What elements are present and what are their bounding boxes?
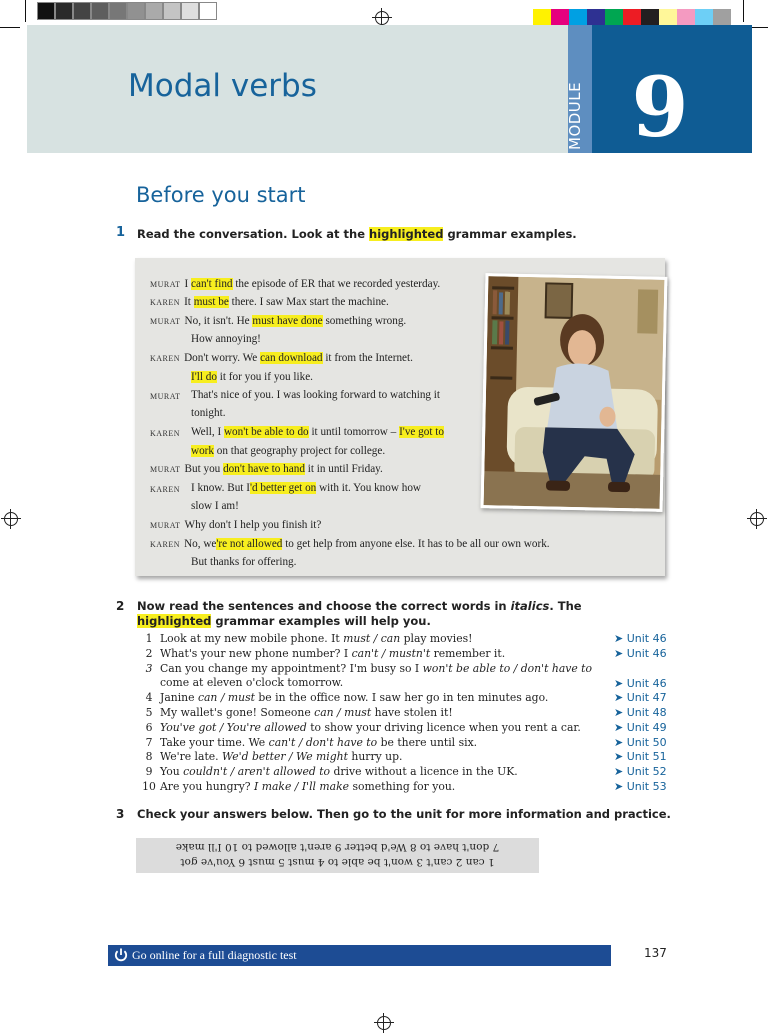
exercise-number: 9 (145, 765, 153, 778)
exercise-text: Look at my new mobile phone. It (160, 632, 344, 645)
exercise-choice: couldn't / aren't allowed to (183, 765, 331, 778)
unit-link[interactable]: ➤ Unit 47 (614, 691, 667, 704)
exercise-choice: We'd better / We might (222, 750, 348, 763)
unit-link[interactable]: ➤ Unit 51 (614, 750, 667, 763)
exercise-number: 2 (145, 647, 153, 660)
answer-key-line: 7 don't have to 8 We'd better 9 aren't allowed to 10 I'll make (175, 841, 500, 853)
unit-link[interactable]: ➤ Unit 48 (614, 706, 667, 719)
grayscale-calibration-bar (37, 2, 217, 20)
exercise-text: be there until six. (377, 736, 478, 749)
crop-mark (743, 0, 744, 22)
dialogue-line: KAREN Don't worry. We can download it from the Internet. (150, 352, 413, 364)
exercise-number: 3 (145, 662, 153, 675)
exercise-text: We're late. (160, 750, 223, 763)
exercise-choice: You've got / You're allowed (160, 721, 307, 734)
exercise-number: 7 (145, 736, 153, 749)
exercise-number: 10 (142, 780, 156, 793)
page-number: 137 (644, 946, 667, 960)
speaker-label: KAREN (150, 429, 181, 438)
exercise-number: 8 (145, 750, 153, 763)
exercise-choice: can / must (314, 706, 372, 719)
exercise-number: 5 (145, 706, 153, 719)
dialogue-line: KAREN No, we're not allowed to get help from anyone else. It has to be all our own work. (150, 538, 550, 550)
exercise-item (138, 662, 748, 675)
exercise-text: What's your new phone number? I (160, 647, 352, 660)
dialogue-line: MURAT I can't find the episode of ER that we recorded yesterday. (150, 278, 441, 290)
online-test-banner[interactable] (108, 945, 611, 966)
unit-link[interactable]: ➤ Unit 49 (614, 721, 667, 734)
section-title: Before you start (136, 183, 306, 207)
speaker-label: KAREN (150, 485, 181, 494)
module-label: MODULE (566, 81, 584, 150)
dialogue-line: slow I am! (191, 500, 239, 512)
question-number: 2 (116, 599, 125, 613)
question-number: 1 (116, 225, 126, 240)
registration-mark-icon (377, 1016, 391, 1030)
dialogue-line: I'll do it for you if you like. (191, 371, 313, 383)
unit-link[interactable]: ➤ Unit 52 (614, 765, 667, 778)
question-number: 3 (116, 807, 125, 821)
question-2-instruction-cont: highlighted grammar examples will help you. (137, 614, 431, 628)
exercise-text: Janine (160, 691, 198, 704)
exercise-text: drive without a licence in the UK. (330, 765, 518, 778)
exercise-text: You (160, 765, 184, 778)
page-title: Modal verbs (128, 68, 317, 104)
exercise-text: Can you change my appointment? I'm busy so I (160, 662, 423, 675)
exercise-number: 6 (145, 721, 153, 734)
exercise-text: Are you hungry? (160, 780, 255, 793)
exercise-text: remember it. (430, 647, 506, 660)
speaker-label: MURAT (150, 392, 181, 401)
question-1-instruction: Read the conversation. Look at the highlighted grammar examples. (137, 227, 577, 241)
exercise-choice: can / must (197, 691, 255, 704)
exercise-text: hurry up. (347, 750, 403, 763)
exercise-choice: must / can (343, 632, 401, 645)
exercise-text: My wallet's gone! Someone (160, 706, 315, 719)
answer-key-box (136, 838, 539, 873)
exercise-continuation: come at eleven o'clock tomorrow. (160, 676, 344, 689)
question-2-instruction: Now read the sentences and choose the correct words in italics. The (137, 599, 582, 613)
power-icon (113, 947, 129, 963)
crop-mark (0, 27, 20, 28)
exercise-choice: won't be able to / don't have to (422, 662, 593, 675)
module-number: 9 (631, 60, 689, 156)
dialogue-line: tonight. (191, 407, 226, 419)
dialogue-line: Well, I won't be able to do it until tomorrow – I've got to (191, 426, 444, 438)
question-3-instruction: Check your answers below. Then go to the unit for more information and practice. (137, 807, 671, 821)
exercise-choice: can't / don't have to (268, 736, 378, 749)
registration-mark-icon (375, 11, 389, 25)
dialogue-line: work on that geography project for college. (191, 445, 386, 457)
exercise-text: Take your time. We (160, 736, 269, 749)
dialogue-line: But thanks for offering. (191, 556, 297, 568)
exercise-choice: can't / mustn't (351, 647, 431, 660)
unit-link[interactable]: ➤ Unit 50 (614, 736, 667, 749)
unit-link[interactable]: ➤ Unit 46 (614, 632, 667, 645)
dialogue-line: That's nice of you. I was looking forward to watching it (191, 389, 441, 401)
exercise-text: to show your driving licence when you rent a car. (306, 721, 581, 734)
photo-young-man-on-sofa (481, 273, 668, 512)
unit-link[interactable]: ➤ Unit 46 (614, 677, 667, 690)
online-test-label: Go online for a full diagnostic test (132, 948, 297, 962)
exercise-text: play movies! (400, 632, 473, 645)
unit-link[interactable]: ➤ Unit 53 (614, 780, 667, 793)
dialogue-line: MURAT Why don't I help you finish it? (150, 519, 322, 531)
dialogue-line: How annoying! (191, 333, 261, 345)
dialogue-line: MURAT No, it isn't. He must have done something wrong. (150, 315, 407, 327)
registration-mark-icon (750, 512, 764, 526)
unit-link[interactable]: ➤ Unit 46 (614, 647, 667, 660)
exercise-text: be in the office now. I saw her go in ten minutes ago. (254, 691, 549, 704)
exercise-text: have stolen it! (371, 706, 453, 719)
exercise-choice: I make / I'll make (254, 780, 350, 793)
crop-mark (25, 0, 26, 22)
answer-key-line: 1 can 2 can't 3 won't be able to 4 must 5 must 6 You've got (180, 856, 495, 868)
exercise-number: 1 (145, 632, 153, 645)
exercise-number: 4 (145, 691, 153, 704)
exercise-text: something for you. (349, 780, 456, 793)
dialogue-line: KAREN It must be there. I saw Max start the machine. (150, 296, 389, 308)
dialogue-line: I know. But I'd better get on with it. You know how (191, 482, 422, 494)
dialogue-line: MURAT But you don't have to hand it in until Friday. (150, 463, 383, 475)
registration-mark-icon (4, 512, 18, 526)
